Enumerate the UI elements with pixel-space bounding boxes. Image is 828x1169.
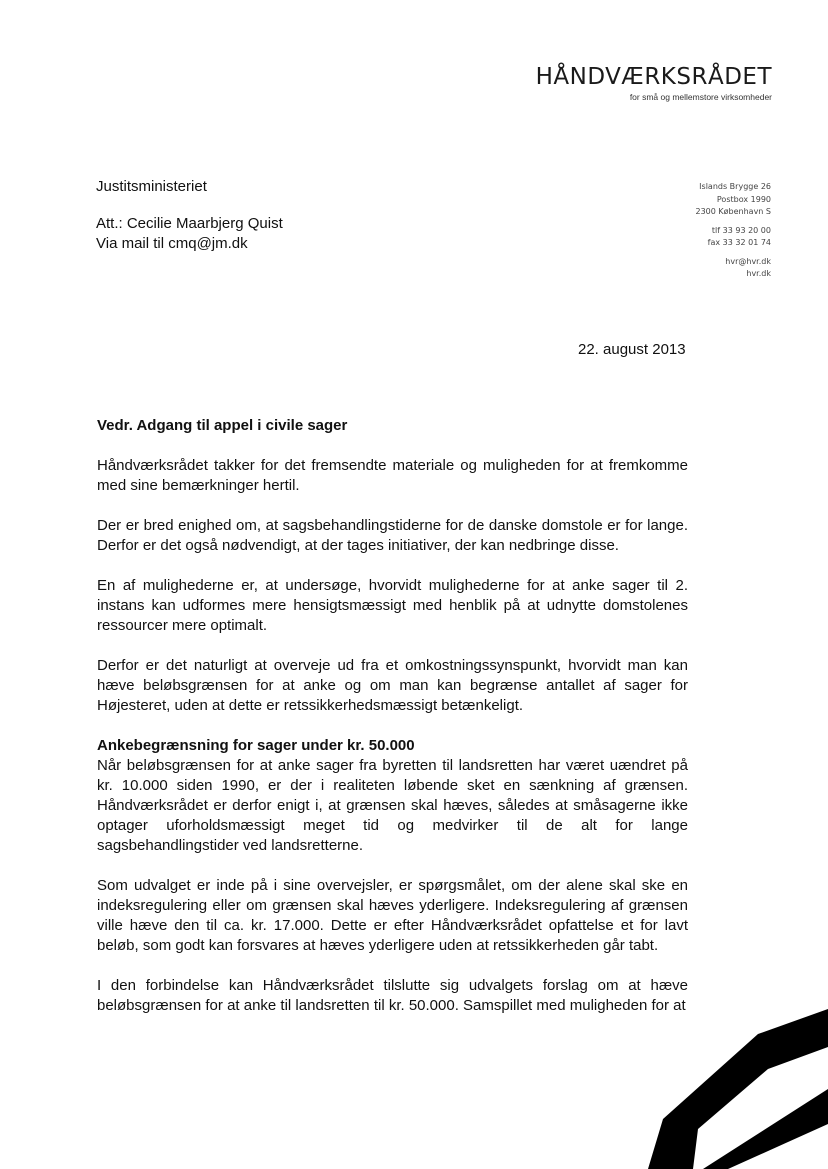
recipient-block bbox=[96, 177, 283, 254]
recipient-org: Justitsministeriet bbox=[96, 178, 207, 195]
letter-date: 22. august 2013 bbox=[578, 341, 686, 358]
decorative-corner-graphic bbox=[608, 969, 828, 1169]
paragraph: Som udvalget er inde på i sine overvejsler, er spørgsmålet, om der alene skal ske en indeksregulering eller om grænsen skal hæves yderligere. Indeksregulering af grænsen ville hæve den til ca. kr. 17.000. Dette er efter Håndværksrådet opfattelse et for lavt beløb, som godt kan forsvares at hæves yderligere uden at retssikkerheden går tabt. bbox=[97, 877, 688, 954]
recipient-via: Via mail til cmq@jm.dk bbox=[96, 235, 248, 252]
sender-email: hvr@hvr.dk bbox=[725, 256, 771, 266]
sender-fax: fax 33 32 01 74 bbox=[707, 238, 771, 247]
sender-phone: tlf 33 93 20 00 bbox=[711, 225, 771, 235]
paragraph: En af mulighederne er, at undersøge, hvorvidt mulighederne for at anke sager til 2. instans kan udformes mere hensigtsmæssigt med henblik på at udnytte domstolenes ressourcer mere optimalt. bbox=[97, 577, 688, 634]
sender-city: 2300 København S bbox=[695, 207, 771, 216]
paragraph: Håndværksrådet takker for det fremsendte materiale og muligheden for at fremkomme med sine bemærkninger hertil. bbox=[97, 457, 688, 494]
sender-web: hvr.dk bbox=[746, 269, 771, 278]
logo-tagline: for små og mellemstore virksomheder bbox=[629, 92, 772, 102]
section-heading: Ankebegrænsning for sager under kr. 50.000 bbox=[97, 737, 415, 754]
sender-street: Islands Brygge 26 bbox=[699, 182, 771, 191]
logo-name: HÅNDVÆRKSRÅDET bbox=[535, 64, 772, 90]
paragraph: Der er bred enighed om, at sagsbehandlingstiderne for de danske domstole er for lange. Derfor er det også nødvendigt, at der tages initiativer, der kan nedbringe disse. bbox=[97, 517, 688, 554]
paragraph: I den forbindelse kan Håndværksrådet tilslutte sig udvalgets forslag om at hæve beløbsgrænsen for at anke til landsretten til kr. 50.000. Samspillet med muligheden for at bbox=[97, 977, 688, 1014]
letter-body bbox=[97, 416, 688, 1036]
letter-subject: Vedr. Adgang til appel i civile sager bbox=[97, 417, 348, 434]
paragraph: Når beløbsgrænsen for at anke sager fra byretten til landsretten har været uændret på kr. 10.000 siden 1990, er der i realiteten løbende sket en sænkning af grænsen. Håndværksrådet er derfor enigt i, at grænsen skal hæves, således at småsagerne ikke optager uforholdsmæssigt meget tid og medvirker til de alt for lange sagsbehandlingstider ved landsretterne. bbox=[97, 757, 688, 854]
recipient-att: Att.: Cecilie Maarbjerg Quist bbox=[96, 215, 283, 232]
paragraph: Derfor er det naturligt at overveje ud fra et omkostningssynspunkt, hvorvidt man kan hæve beløbsgrænsen for at anke og om man kan begrænse antallet af sager for Højesteret, uden at dette er retssikkerhedsmæssigt betænkeligt. bbox=[97, 657, 688, 714]
sender-address bbox=[695, 181, 771, 281]
letterhead-logo bbox=[536, 64, 772, 102]
sender-postbox: Postbox 1990 bbox=[716, 194, 771, 204]
